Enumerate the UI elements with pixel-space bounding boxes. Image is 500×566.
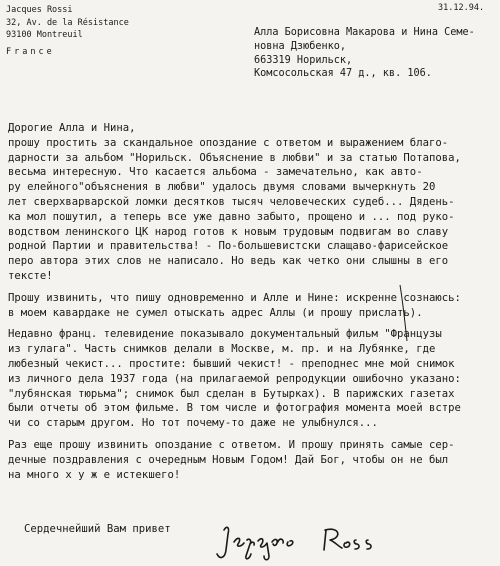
recipient-line: Алла Борисовна Макарова и Нина Семе- <box>254 27 475 38</box>
paragraph <box>8 327 494 431</box>
body-line: дечные поздравления с очередным Новым Годом! Дай Бог, чтобы он не был <box>8 453 449 466</box>
body-line: ка мол пошутил, а теперь все уже давно забыто, прощено и ... под руко- <box>8 210 455 223</box>
signoff: Сердечнейший Вам привет <box>24 523 171 535</box>
paragraph-gap <box>8 431 494 438</box>
body-line: из личного дела 1937 года (на прилагаемой репродукции ошибочно указано: <box>8 372 461 385</box>
body-line: весьма интересную. Что касается альбома - замечательно, как авто- <box>8 166 423 179</box>
body-line: из гулага". Часть снимков делали в Москве, м. пр. и на Лубянке, где <box>8 343 436 356</box>
paragraph-gap <box>8 284 494 291</box>
body-line: Раз еще прошу извинить опоздание с ответом. И прошу принять самые сер- <box>8 438 455 451</box>
body-line: были отчеты об этом фильме. В том числе и фотография момента моей встре <box>8 402 461 415</box>
body-line: перо автора этих слов не написало. Но ведь как четко они слышны в его <box>8 255 449 268</box>
body-line: любезный чекист... простите: бывший чекист! - преподнес мне мой снимок <box>8 357 455 370</box>
recipient-line: новна Дзюбенко, <box>254 40 347 52</box>
letter-body <box>8 121 494 482</box>
paragraph <box>8 121 494 284</box>
recipient-address <box>254 26 475 81</box>
body-line: в моем кавардаке не сумел отыскать адрес Аллы (и прошу прислать). <box>8 306 423 319</box>
paragraph <box>8 291 494 321</box>
sender-street: 32, Av. de la Résistance <box>6 17 129 28</box>
recipient-line: Комсосольская 47 д., кв. 106. <box>254 68 432 80</box>
letter-date: 31.12.94. <box>438 3 485 13</box>
sender-name: Jacques Rossi <box>6 5 73 15</box>
body-line: ру елейного"объяснения в любви" удалось двумя словами вычеркнуть 20 <box>8 181 436 194</box>
body-line: на много х у ж е истекшего! <box>8 468 181 481</box>
body-line: тексте! <box>8 269 53 282</box>
body-line: дарности за альбом "Норильск. Объяснение в любви" и за статью Потапова, <box>8 151 461 164</box>
handwritten-signature <box>214 516 390 564</box>
paragraph-gap <box>8 320 494 327</box>
sender-country: France <box>6 46 55 57</box>
body-line: прошу простить за скандальное опоздание с ответом и выражением благо- <box>8 136 449 149</box>
sender-address <box>6 4 129 58</box>
body-line: Прошу извинить, что пишу одновременно и Алле и Нине: искренне сознаюсь: <box>8 291 461 304</box>
body-line: чи со старым другом. Но тот почему-то даже не улыбнулся... <box>8 417 378 430</box>
body-line: родной Партии и правительства! - По-большевистски слащаво-фарисейское <box>8 240 449 253</box>
paragraph <box>8 438 494 482</box>
body-line: водством ленинского ЦК народ готов к новым трудовым подвигам во славу <box>8 225 449 238</box>
body-line: Недавно франц. телевидение показывало документальный фильм "Французы <box>8 328 442 341</box>
recipient-line: 663319 Норильск, <box>254 54 353 66</box>
hand-drawn-line-mark <box>398 283 410 343</box>
salutation: Дорогие Алла и Нина, <box>8 122 136 134</box>
body-line: лет сверхварварской ломки десятков тысяч человеческих судеб... Дядень- <box>8 195 455 208</box>
body-line: "лубянская тюрьма"; снимок был сделан в Бутырках). В парижских газетах <box>8 387 455 400</box>
sender-city: 93100 Montreuil <box>6 30 83 41</box>
